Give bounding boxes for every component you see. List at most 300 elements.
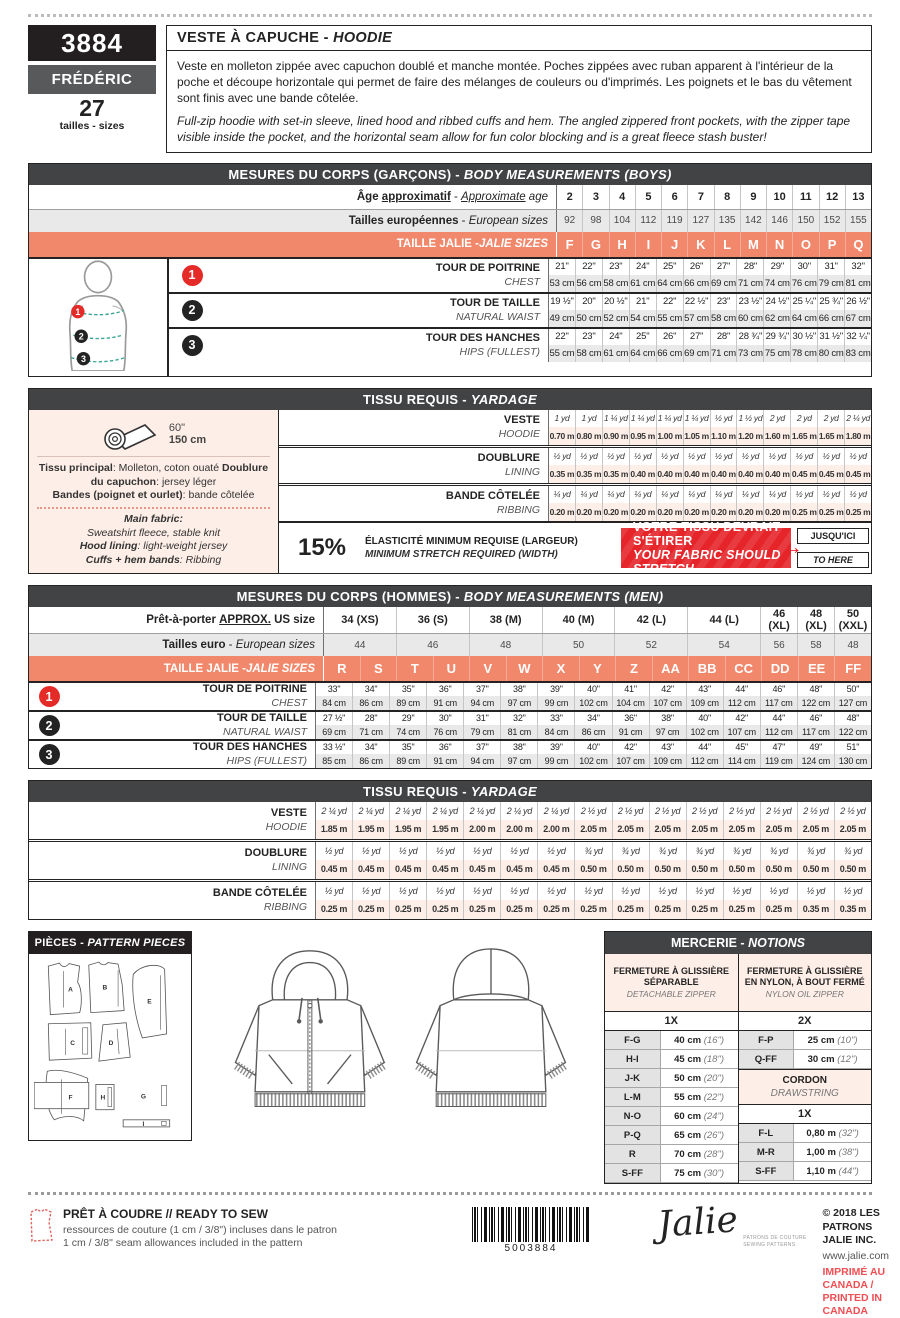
notions-title: MERCERIE - NOTIONS — [605, 932, 871, 954]
table-cell: ½ yd 0.35 m — [602, 448, 629, 483]
table-cell: ½ yd 0.35 m — [575, 448, 602, 483]
table-cell: 12 — [819, 185, 845, 209]
table-cell: X — [542, 656, 579, 681]
table-cell: 28" 71 cm — [736, 259, 763, 292]
table-cell: 46" 117 cm — [760, 683, 797, 710]
table-cell: ¾ yd 0.50 m — [797, 842, 834, 879]
table-cell: 2 yd 1.65 m — [790, 410, 817, 445]
table-cell: ½ yd 0.25 m — [760, 882, 797, 919]
table-cell: 20" 50 cm — [575, 294, 602, 327]
website-url: www.jalie.com — [822, 1249, 890, 1262]
table-cell: 32" 81 cm — [844, 259, 871, 292]
table-cell: 150 — [792, 210, 818, 232]
men-measurements-table — [28, 585, 872, 769]
table-cell: 50 (XXL) — [834, 607, 871, 633]
table-cell: 2 ½ yd 2.05 m — [649, 802, 686, 839]
table-cell: 92 — [564, 215, 576, 227]
boys-measurements-table — [28, 163, 872, 377]
table-cell: V — [469, 656, 506, 681]
table-cell: S — [360, 656, 397, 681]
notions-row: H-I 45 cm (18") — [605, 1050, 738, 1069]
boys-yardage-table — [28, 388, 872, 574]
table-cell: 30 ½" 78 cm — [790, 329, 817, 362]
men-lining-yardage-row: DOUBLURE LINING ½ yd 0.45 m ½ yd 0.45 m ½ yd 0.45 m ½ yd 0.45 m ½ yd 0.45 m ½ yd 0.45 m ½ yd 0.45 m ¾ yd 0.50 m ¾ yd 0.50 m ¾ yd 0.50 m ¾ yd 0.50 m ¾ yd 0.50 m ¾ yd 0.50 m ¾ yd 0.50 m ¾ yd 0.50 m — [29, 839, 871, 879]
table-cell: 46" 117 cm — [797, 712, 834, 739]
pattern-name: FRÉDÉRIC — [28, 65, 156, 94]
perforation-dots — [28, 14, 872, 17]
notions-row: L-M 55 cm (22") — [605, 1088, 738, 1107]
table-cell: 31 ½" 80 cm — [817, 329, 844, 362]
table-cell: ¾ yd 0.50 m — [612, 842, 649, 879]
men-euro-row: Tailles euro - European sizes 44 46 48 50 52 54 56 58 48 — [29, 633, 871, 656]
notions-row: S-FF 75 cm (30") — [605, 1164, 738, 1183]
boys-age-row: Âge approximatif - Approximate age 2 3 4 5 6 7 8 9 10 11 12 13 — [29, 185, 871, 209]
men-waist-row: 2 TOUR DE TAILLE NATURAL WAIST 27 ½" 69 cm 28" 71 cm 29" 74 cm 30" 76 cm 31" 79 cm 32" 81 cm 33" 84 cm 34" 86 cm 36" 91 cm 38" 97 cm 40" 102 cm 42" 107 cm 44" 112 cm 46" 117 cm 48" 122 cm — [29, 710, 871, 739]
table-cell: EE — [798, 656, 835, 681]
notions-row: M-R 1,00 m (38") — [739, 1143, 872, 1162]
figure-marker-2 — [74, 329, 87, 342]
table-cell: 44" 112 cm — [723, 683, 760, 710]
table-cell: 39" 99 cm — [537, 741, 574, 768]
table-cell: ¾ yd 0.50 m — [760, 842, 797, 879]
table-cell: 24" 61 cm — [629, 259, 656, 292]
boys-jalie-size-row: TAILLE JALIE - JALIE SIZES F G H I J K L M N O P Q — [29, 232, 871, 257]
table-cell: G — [582, 232, 608, 257]
svg-text:H: H — [100, 1095, 106, 1103]
stretch-to-here-box: JUSQU'ICI → TO HERE — [797, 528, 869, 568]
table-cell: 41" 104 cm — [612, 683, 649, 710]
table-cell: ½ yd 0.25 m — [790, 486, 817, 521]
table-cell: 36" 91 cm — [426, 741, 463, 768]
pattern-pieces-diagram — [34, 958, 186, 1136]
table-cell: 22" 55 cm — [656, 294, 683, 327]
table-cell: 23 ½" 60 cm — [736, 294, 763, 327]
table-cell: ½ yd 0.25 m — [844, 486, 871, 521]
table-cell: J — [661, 232, 687, 257]
notions-table — [604, 931, 872, 1184]
table-cell: AA — [652, 656, 689, 681]
drawstring-qty: 1X — [739, 1105, 872, 1124]
table-cell: 28" 71 cm — [352, 712, 389, 739]
svg-text:F: F — [68, 1095, 73, 1103]
stretch-arrow-icon: → — [781, 533, 803, 559]
jalie-logo: Jalie PATRONS DE COUTURE SEWING PATTERNS — [656, 1199, 807, 1249]
table-cell: 2 ½ yd 2.05 m — [834, 802, 871, 839]
table-cell: 45" 114 cm — [723, 741, 760, 768]
boys-waist-row: 2 TOUR DE TAILLE NATURAL WAIST 19 ½" 49 cm 20" 50 cm 20 ½" 52 cm 21" 54 cm 22" 55 cm 22 ½" 57 cm 23" 58 cm 23 ½" 60 cm 24 ½" 62 cm 25 ¼" 64 cm 25 ¾" 66 cm 26 ½" 67 cm — [169, 292, 871, 327]
table-cell: ½ yd 0.35 m — [834, 882, 871, 919]
table-cell: 22" 56 cm — [575, 259, 602, 292]
table-cell: 36" 91 cm — [612, 712, 649, 739]
description-box — [166, 25, 872, 153]
svg-text:2: 2 — [78, 331, 84, 342]
table-cell: ½ yd 0.45 m — [790, 448, 817, 483]
table-cell: 30" 76 cm — [790, 259, 817, 292]
drawstring-header: CORDON DRAWSTRING — [739, 1069, 872, 1105]
men-ribbing-yardage-row: BANDE CÔTELÉE RIBBING ½ yd 0.25 m ½ yd 0.25 m ½ yd 0.25 m ½ yd 0.25 m ½ yd 0.25 m ½ yd 0.25 m ½ yd 0.25 m ½ yd 0.25 m ½ yd 0.25 m ½ yd 0.25 m ½ yd 0.25 m ½ yd 0.25 m ½ yd 0.25 m ½ yd 0.35 m ½ yd 0.35 m — [29, 879, 871, 919]
table-cell: 1 ¼ yd 1.05 m — [683, 410, 710, 445]
header — [28, 25, 872, 153]
table-cell: 42" 107 cm — [723, 712, 760, 739]
table-cell: 26" 66 cm — [683, 259, 710, 292]
table-cell: 54 — [687, 634, 760, 656]
table-cell: 13 — [845, 185, 871, 209]
table-cell: 146 — [766, 210, 792, 232]
table-cell: ½ yd 0.45 m — [537, 842, 574, 879]
men-table-title: MESURES DU CORPS (HOMMES) - BODY MEASUREMENTS (MEN) — [29, 586, 871, 607]
table-cell: ½ yd 0.25 m — [426, 882, 463, 919]
table-cell: 2 ¼ yd 2.00 m — [537, 802, 574, 839]
table-cell: 40" 102 cm — [574, 683, 611, 710]
svg-text:D: D — [108, 1040, 114, 1048]
table-cell: 48 — [834, 634, 871, 656]
table-cell: 27 ½" 69 cm — [316, 712, 352, 739]
boys-table-title: MESURES DU CORPS (GARÇONS) - BODY MEASUREMENTS (BOYS) — [29, 164, 871, 185]
table-cell: 37" 94 cm — [463, 741, 500, 768]
table-cell: 27" 69 cm — [683, 329, 710, 362]
stretch-indicator-bar: VOTRE TISSU DEVRAIT S'ÉTIRER YOUR FABRIC SHOULD STRETCH — [621, 528, 791, 568]
table-cell: 2 ½ yd 2.05 m — [723, 802, 760, 839]
table-cell: ½ yd 0.25 m — [612, 882, 649, 919]
svg-text:G: G — [140, 1094, 146, 1102]
table-cell: 21" 54 cm — [629, 294, 656, 327]
table-cell: 24 ½" 62 cm — [763, 294, 790, 327]
men-us-size-row: Prêt-à-porter APPROX. US size 34 (XS) 36 (S) 38 (M) 40 (M) 42 (L) 44 (L) 46 (XL) 48 (XL) 50 (XXL) — [29, 607, 871, 633]
table-cell: 2 ¼ yd 1.95 m — [426, 802, 463, 839]
table-cell: ½ yd 0.45 m — [389, 842, 426, 879]
table-cell: 22 ½" 57 cm — [683, 294, 710, 327]
notions-row: J-K 50 cm (20") — [605, 1069, 738, 1088]
table-cell: 8 — [714, 185, 740, 209]
table-cell: 36 (S) — [396, 607, 469, 633]
table-cell: ¼ yd 0.20 m — [656, 486, 683, 521]
row-badge-1: 1 — [39, 686, 60, 707]
row-badge-3: 3 — [39, 744, 60, 765]
header-left-column — [28, 25, 156, 153]
table-cell: 38" 97 cm — [500, 683, 537, 710]
table-cell: 2 yd 1.60 m — [763, 410, 790, 445]
figure-marker-3 — [77, 352, 90, 365]
table-cell: Y — [579, 656, 616, 681]
table-cell: 1 yd 0.70 m — [549, 410, 575, 445]
table-cell: 4 — [609, 185, 635, 209]
table-cell: ¼ yd 0.20 m — [683, 486, 710, 521]
table-cell: 34 (XS) — [341, 614, 379, 627]
table-cell: Z — [615, 656, 652, 681]
boys-lining-yardage-row: DOUBLURE LINING ½ yd 0.35 m ½ yd 0.35 m ½ yd 0.35 m ½ yd 0.40 m ½ yd 0.40 m ½ yd 0.40 m ½ yd 0.40 m ½ yd 0.40 m ½ yd 0.40 m ½ yd 0.45 m ½ yd 0.45 m ½ yd 0.45 m — [279, 445, 871, 483]
table-cell: I — [635, 232, 661, 257]
garment-title: VESTE À CAPUCHE - HOODIE — [167, 26, 871, 51]
table-cell: ½ yd 0.45 m — [316, 842, 352, 879]
notions-row: S-FF 1,10 m (44") — [739, 1162, 872, 1181]
table-cell: 1 ¼ yd 0.90 m — [602, 410, 629, 445]
table-cell: 38" 97 cm — [649, 712, 686, 739]
svg-text:E: E — [147, 998, 152, 1006]
hoodie-line-art — [212, 937, 584, 1137]
boys-euro-row: Tailles européennes - European sizes 92 98 104 112 119 127 135 142 146 150 152 155 — [29, 209, 871, 232]
pattern-number: 3884 — [28, 25, 156, 61]
table-cell: 2 ¼ yd 2.00 m — [463, 802, 500, 839]
table-cell: 20 ½" 52 cm — [602, 294, 629, 327]
table-cell: 2 ¼ yd 1.95 m — [389, 802, 426, 839]
table-cell: 104 — [609, 210, 635, 232]
bottom-section — [28, 931, 872, 1184]
men-chest-row: 1 TOUR DE POITRINE CHEST 33" 84 cm 34" 86 cm 35" 89 cm 36" 91 cm 37" 94 cm 38" 97 cm 39" 99 cm 40" 102 cm 41" 104 cm 42" 107 cm 43" 109 cm 44" 112 cm 46" 117 cm 48" 122 cm 50" 127 cm — [29, 683, 871, 710]
detachable-zipper-column: FERMETURE À GLISSIÈRE SÉPARABLE DETACHABLE ZIPPER 1X F-G 40 cm (16") H-I 45 cm (18") J-K 50 cm (20") L-M 55 cm (22") N-O 60 cm (24") P-Q 65 cm (26") R 70 cm (28") S-FF 75 cm (30") — [605, 954, 738, 1183]
table-cell: CC — [725, 656, 762, 681]
table-cell: 48 (XL) — [797, 607, 834, 633]
table-cell: 39" 99 cm — [537, 683, 574, 710]
printed-in-canada: IMPRIMÉ AU CANADA / PRINTED IN CANADA — [822, 1265, 886, 1318]
table-cell: 47" 119 cm — [760, 741, 797, 768]
detachable-zipper-qty: 1X — [605, 1012, 738, 1031]
barcode-number: 5003884 — [504, 1243, 558, 1255]
table-cell: ½ yd 0.25 m — [723, 882, 760, 919]
table-cell: ½ yd 0.45 m — [844, 448, 871, 483]
table-cell: 2 ½ yd 2.05 m — [760, 802, 797, 839]
table-cell: 24" 61 cm — [602, 329, 629, 362]
table-cell: 46 (XL) — [760, 607, 797, 633]
table-cell: 23" 58 cm — [575, 329, 602, 362]
table-cell: 30" 76 cm — [426, 712, 463, 739]
table-cell: 152 — [819, 210, 845, 232]
table-cell: 31" 79 cm — [817, 259, 844, 292]
table-cell: 42" 107 cm — [612, 741, 649, 768]
table-cell: F — [565, 236, 574, 252]
table-cell: 32" 81 cm — [500, 712, 537, 739]
table-cell: ½ yd 0.25 m — [352, 882, 389, 919]
men-jalie-size-row: TAILLE JALIE - JALIE SIZES R S T U V W X Y Z AA BB CC DD EE FF — [29, 656, 871, 681]
table-cell: ¼ yd 0.20 m — [602, 486, 629, 521]
table-cell: 27" 69 cm — [710, 259, 737, 292]
table-cell: 1 ¼ yd 0.95 m — [629, 410, 656, 445]
table-cell: ½ yd 0.25 m — [817, 486, 844, 521]
table-cell: 2 — [566, 190, 573, 203]
table-cell: 5 — [635, 185, 661, 209]
table-cell: 2 ¼ yd 1.85 m — [316, 802, 352, 839]
barcode-bars — [472, 1207, 590, 1242]
table-cell: 48" 122 cm — [797, 683, 834, 710]
table-cell: 2 yd 1.65 m — [817, 410, 844, 445]
boys-chest-row: 1 TOUR DE POITRINE CHEST 21" 53 cm 22" 56 cm 23" 58 cm 24" 61 cm 25" 64 cm 26" 66 cm 27" 69 cm 28" 71 cm 29" 74 cm 30" 76 cm 31" 79 cm 32" 81 cm — [169, 259, 871, 292]
table-cell: 38 (M) — [469, 607, 542, 633]
table-cell: 44" 112 cm — [686, 741, 723, 768]
table-cell: R — [337, 661, 347, 677]
footer — [28, 1199, 890, 1318]
table-cell: ½ yd 0.25 m — [574, 882, 611, 919]
table-cell: N — [766, 232, 792, 257]
table-cell: 35" 89 cm — [389, 741, 426, 768]
table-cell: ¼ yd 0.20 m — [710, 486, 737, 521]
table-cell: 10 — [766, 185, 792, 209]
table-cell: ½ yd 0.25 m — [537, 882, 574, 919]
table-cell: 46 — [396, 634, 469, 656]
table-cell: 42 (L) — [614, 607, 687, 633]
description-english: Full-zip hoodie with set-in sleeve, lined hood and ribbed cuffs and hem. The angled zippered front pockets, with the zipper tape visible inside the pocket, and the horizontal seam allow for fun color blocking and is a great fleece stash buster! — [177, 113, 851, 144]
table-cell: ¼ yd 0.20 m — [629, 486, 656, 521]
table-cell: ½ yd 0.25 m — [389, 882, 426, 919]
table-cell: ½ yd 0.40 m — [710, 448, 737, 483]
table-cell: 2 ½ yd 2.05 m — [574, 802, 611, 839]
table-cell: 22" 55 cm — [549, 329, 575, 362]
table-cell: ½ yd 1.10 m — [710, 410, 737, 445]
stretch-percentage: 15% — [297, 533, 347, 561]
table-cell: 11 — [792, 185, 818, 209]
table-cell: ¼ yd 0.20 m — [549, 486, 575, 521]
table-cell: ½ yd 0.40 m — [656, 448, 683, 483]
table-cell: 119 — [661, 210, 687, 232]
nylon-zipper-qty: 2X — [739, 1012, 872, 1031]
table-cell: 1 yd 0.80 m — [575, 410, 602, 445]
barcode — [456, 1207, 606, 1254]
table-cell: 112 — [635, 210, 661, 232]
table-cell: 25 ¾" 66 cm — [817, 294, 844, 327]
table-cell: 29 ¾" 75 cm — [763, 329, 790, 362]
table-cell: 2 ¼ yd 2.00 m — [500, 802, 537, 839]
notions-row: P-Q 65 cm (26") — [605, 1126, 738, 1145]
table-cell: 7 — [687, 185, 713, 209]
table-cell: 3 — [582, 185, 608, 209]
table-cell: 98 — [582, 210, 608, 232]
notions-row: N-O 60 cm (24") — [605, 1107, 738, 1126]
men-yardage-title: TISSU REQUIS - YARDAGE — [29, 781, 871, 802]
notions-row: F-G 40 cm (16") — [605, 1031, 738, 1050]
fabric-note-french: Tissu principal: Molleton, coton ouaté Doublure du capuchon: jersey léger Bandes (poignet et ourlet): bande côtelée — [37, 457, 270, 509]
table-cell: 1 ¼ yd 1.00 m — [656, 410, 683, 445]
table-cell: 33 ½" 85 cm — [316, 741, 352, 768]
table-cell: 40" 102 cm — [574, 741, 611, 768]
table-cell: 48" 122 cm — [834, 712, 871, 739]
table-cell: ¾ yd 0.50 m — [834, 842, 871, 879]
table-cell: 25" 64 cm — [656, 259, 683, 292]
table-cell: FF — [834, 656, 871, 681]
row-badge-2: 2 — [182, 300, 203, 321]
table-cell: 40 (M) — [542, 607, 615, 633]
table-cell: 19 ½" 49 cm — [549, 294, 575, 327]
table-cell: ¼ yd 0.20 m — [763, 486, 790, 521]
notions-row: Q-FF 30 cm (12") — [739, 1050, 872, 1069]
table-cell: 6 — [661, 185, 687, 209]
table-cell: 40" 102 cm — [686, 712, 723, 739]
table-cell: 44 — [354, 639, 366, 651]
svg-text:C: C — [70, 1040, 75, 1048]
table-cell: ½ yd 0.40 m — [683, 448, 710, 483]
table-cell: 50" 127 cm — [834, 683, 871, 710]
table-cell: W — [506, 656, 543, 681]
fabric-info-sidebar — [29, 410, 279, 573]
pattern-piece-icon — [28, 1207, 54, 1243]
table-cell: ¼ yd 0.20 m — [575, 486, 602, 521]
table-cell: 2 ½ yd 2.05 m — [686, 802, 723, 839]
boys-ribbing-yardage-row: BANDE CÔTELÉE RIBBING ¼ yd 0.20 m ¼ yd 0.20 m ¼ yd 0.20 m ¼ yd 0.20 m ¼ yd 0.20 m ¼ yd 0.20 m ¼ yd 0.20 m ¼ yd 0.20 m ¼ yd 0.20 m ½ yd 0.25 m ½ yd 0.25 m ½ yd 0.25 m — [279, 483, 871, 521]
table-cell: 135 — [714, 210, 740, 232]
table-cell: 2 ¼ yd 1.80 m — [844, 410, 871, 445]
table-cell: 48 — [469, 634, 542, 656]
table-cell: 21" 53 cm — [549, 259, 575, 292]
table-cell: ½ yd 0.45 m — [426, 842, 463, 879]
table-cell: 28" 71 cm — [710, 329, 737, 362]
table-cell: 23" 58 cm — [602, 259, 629, 292]
table-cell: 2 ½ yd 2.05 m — [797, 802, 834, 839]
table-cell: U — [433, 656, 470, 681]
table-cell: K — [687, 232, 713, 257]
table-cell: 9 — [740, 185, 766, 209]
men-hoodie-yardage-row: VESTE HOODIE 2 ¼ yd 1.85 m 2 ¼ yd 1.95 m 2 ¼ yd 1.95 m 2 ¼ yd 1.95 m 2 ¼ yd 2.00 m 2 ¼ yd 2.00 m 2 ¼ yd 2.00 m 2 ½ yd 2.05 m 2 ½ yd 2.05 m 2 ½ yd 2.05 m 2 ½ yd 2.05 m 2 ½ yd 2.05 m 2 ½ yd 2.05 m 2 ½ yd 2.05 m 2 ½ yd 2.05 m — [29, 802, 871, 839]
description-french: Veste en molleton zippée avec capuchon doublé et manche montée. Poches zippées avec ruban apparent à l'intérieur de la poche et découpe horizontale qui permet de faire des mélanges de couleurs ou d'imprimés. Les poignets et le bas du vêtement sont finis avec une bande côtelée. — [177, 59, 852, 106]
footer-divider — [28, 1192, 872, 1195]
table-cell: 2 ½ yd 2.05 m — [612, 802, 649, 839]
table-cell: 2 ¼ yd 1.95 m — [352, 802, 389, 839]
table-cell: 25 ¼" 64 cm — [790, 294, 817, 327]
notions-row: F-L 0,80 m (32") — [739, 1124, 872, 1143]
svg-text:1: 1 — [75, 306, 81, 317]
table-cell: 28 ¾" 73 cm — [736, 329, 763, 362]
table-cell: 1 ½ yd 1.20 m — [736, 410, 763, 445]
table-cell: 31" 79 cm — [463, 712, 500, 739]
table-cell: T — [396, 656, 433, 681]
table-cell: ¼ yd 0.20 m — [736, 486, 763, 521]
table-cell: 127 — [687, 210, 713, 232]
table-cell: ¾ yd 0.50 m — [649, 842, 686, 879]
boy-figure-illustration — [29, 259, 169, 376]
table-cell: 34" 86 cm — [574, 712, 611, 739]
men-yardage-table — [28, 780, 872, 920]
ready-to-sew-note: PRÊT À COUDRE // READY TO SEW ressources de couture (1 cm / 3/8") incluses dans le patron 1 cm / 3/8" seam allowances included in the pattern — [28, 1207, 428, 1249]
table-cell: ½ yd 0.25 m — [500, 882, 537, 919]
table-cell: 50 — [542, 634, 615, 656]
row-badge-3: 3 — [182, 335, 203, 356]
table-cell: 33" 84 cm — [537, 712, 574, 739]
table-cell: 34" 86 cm — [352, 741, 389, 768]
table-cell: 36" 91 cm — [426, 683, 463, 710]
table-cell: 142 — [740, 210, 766, 232]
row-badge-1: 1 — [182, 265, 203, 286]
table-cell: 25" 64 cm — [629, 329, 656, 362]
figure-marker-1 — [71, 305, 84, 318]
table-cell: ½ yd 0.35 m — [797, 882, 834, 919]
table-cell: ¾ yd 0.50 m — [574, 842, 611, 879]
pattern-envelope-back — [28, 14, 890, 1318]
pattern-pieces-title: PIÈCES - PATTERN PIECES — [29, 932, 191, 954]
fabric-note-english: Main fabric: Sweatshirt fleece, stable knit Hood lining: light-weight jersey Cuffs + hem bands: Ribbing — [79, 512, 228, 566]
table-cell: 29" 74 cm — [763, 259, 790, 292]
table-cell: 44" 112 cm — [760, 712, 797, 739]
table-cell: ½ yd 0.45 m — [352, 842, 389, 879]
table-cell: 56 — [760, 634, 797, 656]
table-cell: ½ yd 0.45 m — [500, 842, 537, 879]
fabric-roll-icon — [101, 417, 159, 451]
table-cell: O — [792, 232, 818, 257]
table-cell: ¾ yd 0.50 m — [723, 842, 760, 879]
table-cell: L — [714, 232, 740, 257]
table-cell: BB — [688, 656, 725, 681]
table-cell: 33" 84 cm — [316, 683, 352, 710]
table-cell: ½ yd 0.25 m — [649, 882, 686, 919]
table-cell: ½ yd 0.40 m — [763, 448, 790, 483]
table-cell: 29" 74 cm — [389, 712, 426, 739]
svg-text:A: A — [68, 986, 73, 994]
table-cell: DD — [761, 656, 798, 681]
table-cell: 37" 94 cm — [463, 683, 500, 710]
table-cell: P — [819, 232, 845, 257]
table-cell: 58 — [797, 634, 834, 656]
technical-drawings — [204, 931, 592, 1137]
table-cell: 26" 66 cm — [656, 329, 683, 362]
stretch-requirement-row: 15% ÉLASTICITÉ MINIMUM REQUISE (LARGEUR) MINIMUM STRETCH REQUIRED (WIDTH) VOTRE TISSU DEVRAIT S'ÉTIRER YOUR FABRIC SHOULD STRETCH JUSQU'ICI → TO HERE — [279, 521, 871, 573]
notions-row: F-P 25 cm (10") — [739, 1031, 872, 1050]
table-cell: 38" 97 cm — [500, 741, 537, 768]
table-cell: ½ yd 0.40 m — [736, 448, 763, 483]
